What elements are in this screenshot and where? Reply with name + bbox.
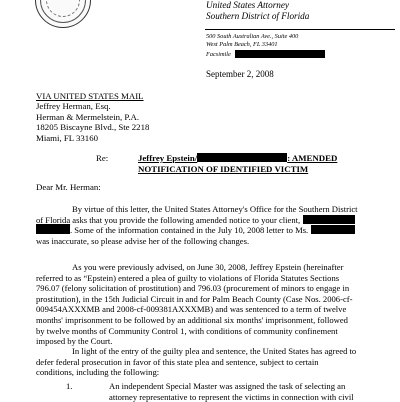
paragraph-1-line-1: By virtue of this letter, the United States Attorney's Office for the Southern District <box>72 204 358 214</box>
delivery-method: VIA UNITED STATES MAIL <box>36 91 144 101</box>
office-district: Southern District of Florida <box>206 11 310 21</box>
address-line-1: 500 South Australian Ave., Suite 400 <box>206 33 299 40</box>
redaction-bar <box>36 225 70 234</box>
re-subject-name: Jeffrey Epstein/ <box>138 153 198 163</box>
re-subject-end: : AMENDED <box>287 153 338 163</box>
paragraph-3-line-2: defer federal prosecution in favor of this state plea and sentence, subject to certain <box>36 356 319 367</box>
recipient-street: 18205 Biscayne Blvd., Ste 2218 <box>36 122 150 133</box>
letterhead-office <box>206 0 309 22</box>
letterhead-address <box>206 33 298 49</box>
re-subject-line-2: NOTIFICATION OF IDENTIFIED VICTIM <box>138 163 309 174</box>
re-label: Re: <box>96 153 109 163</box>
office-title: United States Attorney <box>206 0 290 10</box>
paragraph-1-line-2a: of Florida <box>36 214 71 225</box>
paragraph-2-line-7: by twelve months of Community Control 1, with conditions of community confinement <box>36 325 338 336</box>
paragraph-3-line-3: conditions, including the following: <box>36 367 160 378</box>
list-item-number: 1. <box>66 381 73 391</box>
paragraph-1 <box>36 204 394 246</box>
paragraph-3-line-1: In light of the entry of the guilty plea and sentence, the United States has agreed to <box>72 346 357 356</box>
redaction-bar <box>303 215 355 224</box>
paragraph-2-line-5: 009454AXXXMB and 2008-cf-009381AXXXMB) and was sentenced to a term of twelve <box>36 304 347 315</box>
redaction-bar <box>197 153 287 162</box>
list-item <box>109 381 394 402</box>
paragraph-1-line-4: was inaccurate, so please advise her of the following changes. <box>36 235 250 246</box>
paragraph-1-line-2b: asks that you provide the following amended notice to your client, <box>70 214 301 225</box>
paragraph-2-line-2: referred to as “Epstein) entered a plea of guilty to violations of Florida Statutes Sections <box>36 272 340 283</box>
facsimile-line <box>206 50 325 59</box>
facsimile-label: Facsimile <box>206 51 231 58</box>
list-item-line-2: attorney representative to represent the victims in connection with civil <box>109 391 354 402</box>
recipient-block <box>36 91 149 143</box>
redaction-bar <box>311 225 355 234</box>
paragraph-2-line-3: 796.07 (felony solicitation of prostitution) and 796.03 (procurement of minors to engage in <box>36 283 350 294</box>
paragraph-2-line-1: As you were previously advised, on June 30, 2008, Jeffrey Epstein (hereinafter <box>72 262 344 272</box>
paragraph-2-line-8: imposed by the Court. <box>36 336 113 347</box>
paragraph-2-line-4: prostitution), in the 15th Judicial Circuit in and for Palm Beach County (Case Nos. 2006-cf- <box>36 293 353 304</box>
paragraph-2 <box>36 262 394 347</box>
recipient-city: Miami, FL 33160 <box>36 132 98 143</box>
address-line-2: West Palm Beach, FL 33401 <box>206 41 278 48</box>
department-seal <box>35 0 91 28</box>
recipient-name: Jeffrey Herman, Esq. <box>36 101 111 112</box>
paragraph-1-line-3: . Some of the information contained in the July 10, 2008 letter to Ms. <box>70 225 309 236</box>
recipient-firm: Herman & Mermelstein, P.A. <box>36 111 140 122</box>
letterhead-rule <box>205 29 395 30</box>
paragraph-3 <box>36 346 394 378</box>
redaction-bar <box>235 50 325 58</box>
re-subject <box>138 153 337 174</box>
letter-date: September 2, 2008 <box>206 69 274 79</box>
paragraph-2-line-6: months' imprisonment to be followed by an additional six months' imprisonment, followed <box>36 314 348 325</box>
salutation: Dear Mr. Herman: <box>36 182 101 192</box>
list-item-line-1: An independent Special Master was assigned the task of selecting an <box>109 381 346 391</box>
